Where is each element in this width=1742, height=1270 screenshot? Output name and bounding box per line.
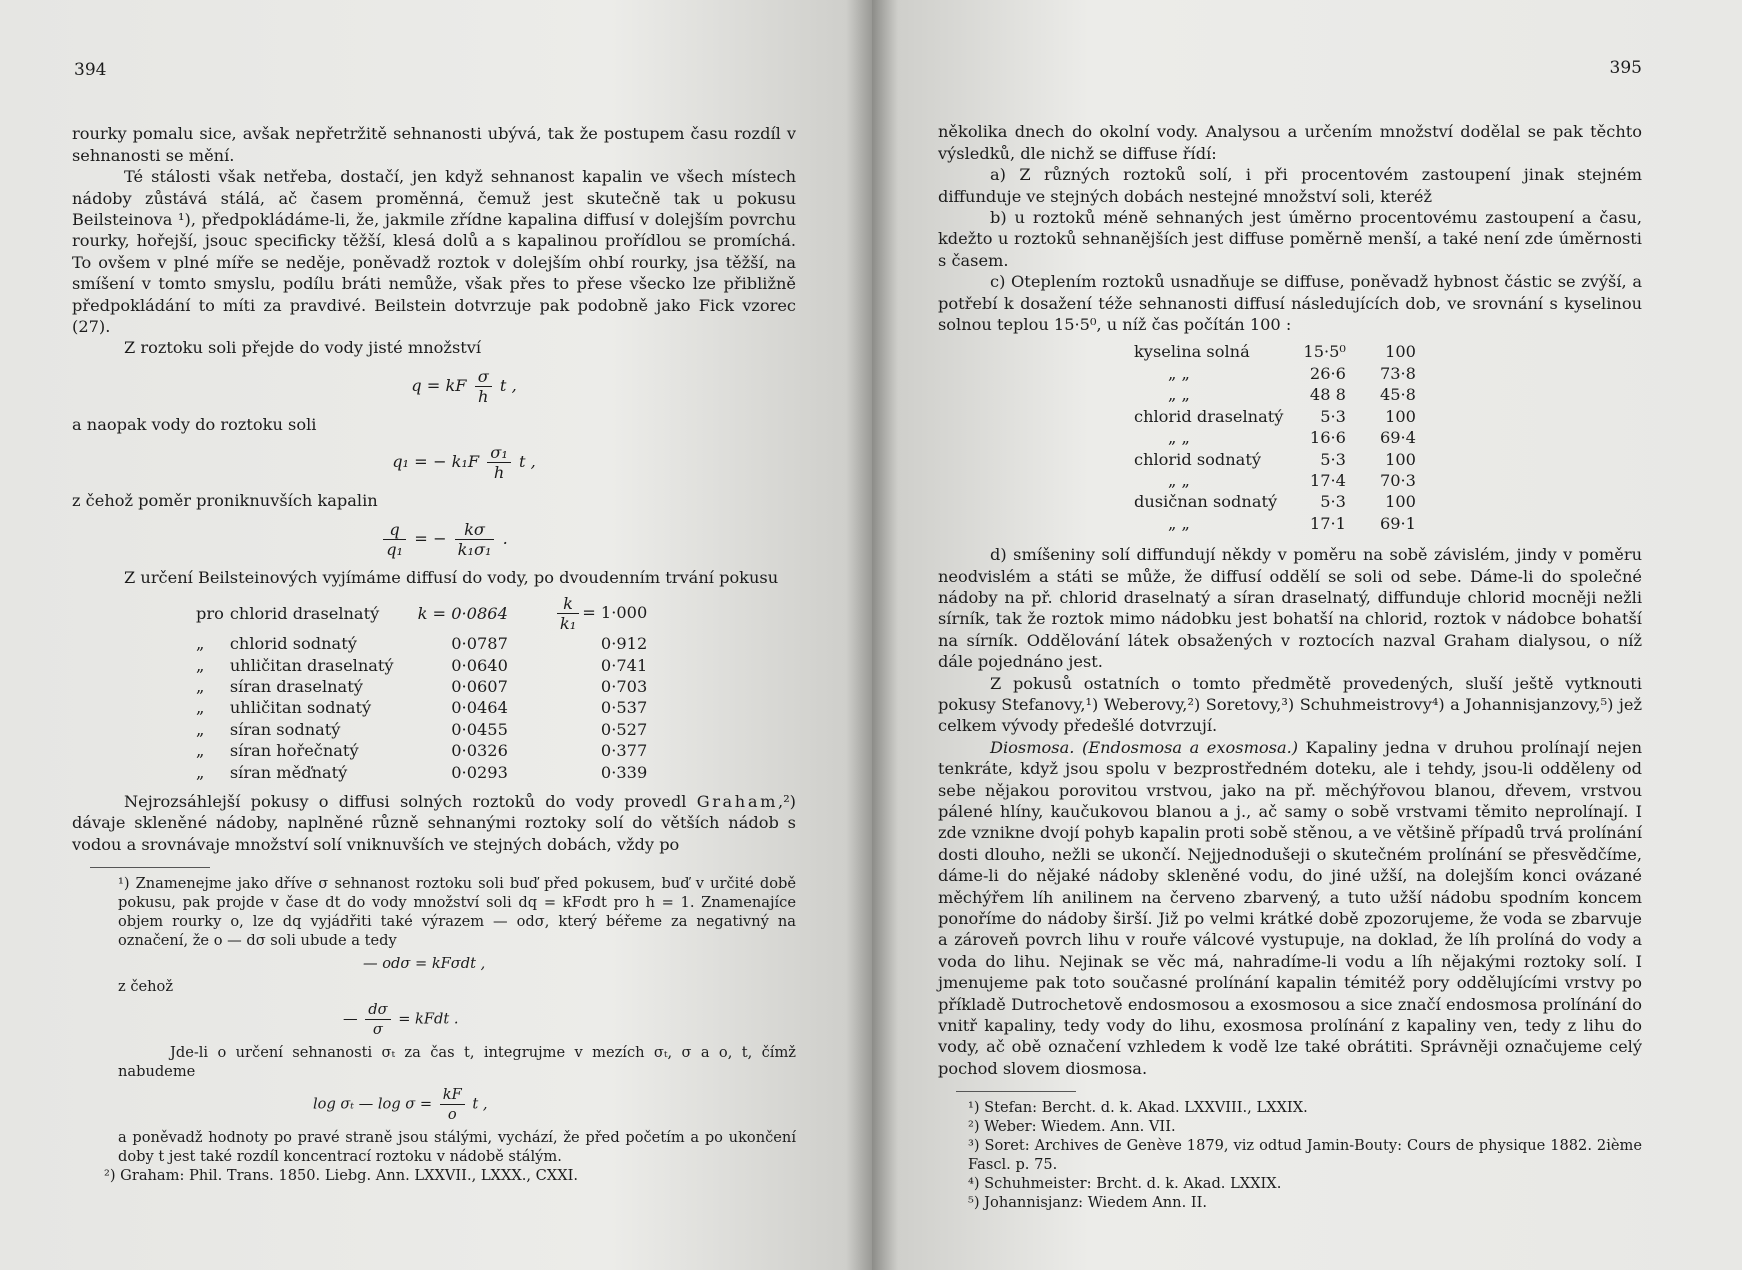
table-cell: 15·5⁰ — [1303, 342, 1346, 362]
table-cell: 48 8 — [1309, 385, 1346, 405]
table-cell: uhličitan sodnatý — [229, 698, 372, 718]
table-row — [1128, 427, 1422, 448]
table-cell: 0·0640 — [451, 655, 508, 675]
table-cell: síran měďnatý — [229, 762, 348, 782]
table-cell: 100 — [1385, 342, 1416, 362]
table-row — [1128, 363, 1422, 384]
table-cell: 0·0326 — [451, 741, 508, 761]
table-cell: 100 — [1385, 406, 1416, 426]
footnote-2: ²) Graham: Phil. Trans. 1850. Liebg. Ann. LXXVII., LXXX., CXXI. — [104, 1167, 578, 1185]
table-row — [190, 655, 653, 676]
table-cell: 73·8 — [1379, 363, 1416, 383]
table-cell: 26·6 — [1309, 363, 1346, 383]
paragraph: Z pokusů ostatních o tomto předmětě provedených, sluší ještě vytknouti pokusy Stefanovy,¹) Weberovy,²) Soretovy,³) Schuhmeistrovy⁴) a Johannisjanzovy,⁵) jež celkem vývody předešlé dotvrzují. — [938, 673, 1642, 736]
footnote: ³) Soret: Archives de Genève 1879, viz odtud Jamin-Bouty: Cours de physique 1882. 2ième Fascl. p. 75. — [968, 1137, 1642, 1174]
table-cell: 17·1 — [1309, 513, 1346, 533]
table-cell: „ — [196, 676, 205, 696]
footnotes-right — [938, 1098, 1642, 1212]
table-cell: chlorid sodnatý — [1134, 449, 1261, 469]
table-cell: „ — [196, 655, 205, 675]
table-cell: „ — [196, 634, 205, 654]
table-cell: 69·1 — [1379, 513, 1416, 533]
table-row — [190, 676, 653, 697]
table-cell: „ — [196, 698, 205, 718]
footnote-1: ¹) Znamenejme jako dříve σ sehnanost roztoku soli buď před pokusem, buď v určité době pokusu, pak projde v čase dt do vody množství soli dq = kFσdt pro h = 1. Znamenajíce objem rourky o, lze dq vyjádřiti také výrazem — odσ, který béřeme za negativný na označení, že o — dσ soli ubude a tedy — [118, 875, 796, 950]
table-cell: 0·0455 — [451, 719, 508, 739]
table-cell: „ — [196, 762, 205, 782]
table-cell: 0·0464 — [451, 698, 508, 718]
table-cell: 69·4 — [1379, 428, 1416, 448]
page-number-left: 394 — [74, 60, 107, 80]
paragraph: d) smíšeniny solí diffundují někdy v poměru na sobě závislém, jindy v poměru neodvislém a státi se může, že diffusí oddělí se soli od sebe. Dáme-li do společné nádoby na př. chlorid draselnatý a síran draselnatý, diffunduje chlorid mocněji nežli sírník, tak že roztok mimo nádobku jest bohatší na chlorid, roztok v nádobce bohatší na sírník. Oddělování látek obsažených v roztocích nazval Graham dialysou, o níž dále pojednáno jest. — [938, 545, 1642, 672]
table-row — [1128, 491, 1422, 512]
table-cell: dusičnan sodnatý — [1134, 492, 1278, 512]
table-row — [1128, 341, 1422, 362]
table-cell: 0·912 — [600, 634, 648, 654]
table-cell: 17·4 — [1309, 470, 1346, 490]
table-cell: 0·377 — [600, 741, 648, 761]
paragraph: rourky pomalu sice, avšak nepřetržitě sehnanosti ubývá, tak že postupem času rozdíl v sehnanosti se mění. — [72, 124, 796, 165]
paragraph: několika dnech do okolní vody. Analysou a určením množství dodělal se pak těchto výsledků, dle nichž se diffuse řídí: — [938, 122, 1642, 163]
table-cell: „ „ — [1168, 385, 1190, 405]
table-cell: 0·741 — [600, 655, 648, 675]
page-number-right: 395 — [1609, 58, 1642, 78]
paragraph: Té stálosti však netřeba, dostačí, jen když sehnanost kapalin ve všech místech nádoby zůstává stálá, ač časem proměnná, čemuž jest skutečně tak u pokusu Beilsteinova ¹), předpokládáme-li, že, jakmile zřídne kapalina diffusí v dolejším povrchu rourky, hořejší, jsouc specificky těžší, klesá dolů a s kapalinou prořídlou se promíchá. To ovšem v plné míře se neděje, poněvadž roztok v dolejším ohbí rourky, jsa těžší, na smíšení v tomto smyslu, podílu bráti nemůže, však přes to přese všecko lze přibližně předpokládání to míti za pravdivé. Beilstein dotvrzuje pak podobně jako Fick vzorec (27). — [72, 167, 796, 337]
table-cell: 0·339 — [600, 762, 648, 782]
table-row — [1128, 384, 1422, 405]
equation-3: $\frac{q}{\text{q₁}}$ = − $\frac{k\sigma}{\text{k₁σ₁}}$ . — [72, 520, 796, 559]
footnote-rule — [90, 867, 210, 868]
table-row — [1128, 406, 1422, 427]
paragraph: z čehož poměr proniknuvších kapalin — [72, 491, 378, 511]
table-cell: „ „ — [1168, 513, 1190, 533]
table-cell: síran draselnatý — [229, 676, 363, 696]
table-row — [190, 762, 653, 783]
footnote-equation: — odσ = kFσdt , — [363, 955, 486, 973]
table-row — [1128, 449, 1422, 470]
table-cell: 0·703 — [600, 676, 648, 696]
table-cell: 5·3 — [1320, 449, 1346, 469]
table-cell: uhličitan draselnatý — [229, 655, 394, 675]
table-cell: 100 — [1385, 492, 1416, 512]
table-cell: 70·3 — [1379, 470, 1416, 490]
table-cell: „ „ — [1168, 428, 1190, 448]
table-row — [190, 633, 653, 654]
table-cell: „ — [196, 719, 205, 739]
table-cell: 0·0607 — [451, 676, 508, 696]
table-cell: 5·3 — [1320, 492, 1346, 512]
footnote: ¹) Stefan: Bercht. d. k. Akad. LXXVIII., LXXIX. — [968, 1099, 1308, 1117]
table-cell: kyselina solná — [1134, 342, 1250, 362]
table-cell: síran hořečnatý — [229, 741, 359, 761]
temperature-table — [1128, 341, 1422, 534]
footnote: ²) Weber: Wiedem. Ann. VII. — [968, 1118, 1176, 1136]
right-page — [872, 0, 1742, 1270]
table-cell: 0·527 — [600, 719, 648, 739]
footnotes-left — [72, 874, 796, 1185]
table-row — [190, 719, 653, 740]
paragraph: b) u roztoků méně sehnaných jest úměrno procentovému zastoupení a času, kdežto u roztoků sehnanějších jest diffuse poměrně menší, a také není zde úměrnosti s časem. — [938, 208, 1642, 270]
table-cell: 0·0293 — [451, 762, 508, 782]
table-row: pro chlorid draselnatý k = 0·0864 $\frac{k}{\text{k₁}}$ = 1·000 — [196, 594, 648, 634]
table-cell: síran sodnatý — [229, 719, 341, 739]
table-cell: „ „ — [1168, 470, 1190, 490]
table-cell: „ „ — [1168, 363, 1190, 383]
table-cell: 0·0787 — [451, 634, 508, 654]
footnote: ⁴) Schuhmeister: Brcht. d. k. Akad. LXXIX. — [968, 1175, 1282, 1193]
footnote: ⁵) Johannisjanz: Wiedem Ann. II. — [968, 1194, 1208, 1212]
table-row — [1128, 470, 1422, 491]
footnote-text: a poněvadž hodnoty po pravé straně jsou stálými, vychází, že před početím a po ukončení doby t jest také rozdíl koncentrací roztoku v nádobě stálým. — [118, 1129, 796, 1166]
table-row — [190, 697, 653, 718]
equation-2: q₁ = − k₁F $\frac{\text{σ₁}}{h}$ t , — [392, 443, 536, 483]
table-cell: 5·3 — [1320, 406, 1346, 426]
footnote-rule — [956, 1091, 1076, 1092]
paragraph: a naopak vody do roztoku soli — [72, 414, 317, 434]
table-cell: 16·6 — [1309, 428, 1346, 448]
footnote-text: z čehož — [118, 978, 174, 996]
paragraph: Nejrozsáhlejší pokusy o diffusi solných roztoků do vody provedl Graham,²) dávaje skleněné nádoby, naplněné různě sehnanými roztoky solí do větších nádob s vodou a srovnávaje množství solí vniknuvších ve stejných dobách, vždy po — [72, 791, 796, 854]
footnote-text: Jde-li o určení sehnanosti σₜ za čas t, integrujme v mezích σₜ, σ a o, t, čímž nabudeme — [118, 1044, 796, 1081]
table-row — [190, 740, 653, 761]
footnote-equation: log σₜ — log σ = $\frac{kF}{o}$ t , — [313, 1086, 488, 1124]
paragraph: Z roztoku soli přejde do vody jisté množství — [124, 338, 482, 358]
table-cell: chlorid sodnatý — [229, 634, 357, 654]
table-cell: 45·8 — [1379, 385, 1416, 405]
equation-1: q = kF $\frac{\sigma}{h}$ t , — [411, 366, 517, 406]
table-cell: chlorid draselnatý — [1134, 406, 1284, 426]
table-row — [1128, 513, 1422, 534]
paragraph: c) Oteplením roztoků usnadňuje se diffuse, poněvadž hybnost částic se zvýší, a potřebí k dosažení téže sehnanosti diffusí následujících dob, ve srovnání s kyselinou solnou teplou 15·5⁰, u níž čas počítán 100 : — [938, 272, 1642, 335]
table-cell: 100 — [1385, 449, 1416, 469]
table-cell: 0·537 — [600, 698, 648, 718]
paragraph: a) Z různých roztoků solí, i při procentovém zastoupení jinak stejném diffunduje ve stejných dobách nestejné množství soli, kteréž — [938, 165, 1642, 206]
paragraph: Z určení Beilsteinových vyjímáme diffusí do vody, po dvoudenním trvání pokusu — [124, 567, 779, 587]
diffusion-table — [190, 594, 653, 783]
paragraph: Diosmosa. (Endosmosa a exosmosa.) Kapaliny jedna v druhou prolínají nejen tenkráte, když jsou spolu v bezprostředném doteku, ale i tehdy, jsou-li odděleny od sebe nějakou porovitou vrstvou, jako na př. měchýřovou blanou, dřevem, vrstvou pálené hlíny, kaučukovou blanou a j., ač samy o sobě vrstvami těmito neprolínají. I zde vznikne dvojí pohyb kapalin proti sobě stěnou, a ve většině případů trvá prolínání dosti dlouho, nežli se ukončí. Nejjednodušeji o skutečném prolínání se přesvědčíme, dáme-li do nějaké nádoby skleněné vodu, do jiné užší, na dolejším konci ovázané měchýřem líh anilinem na červeno zbarvený, a tuto užší nádobu spodním koncem ponoříme do nádoby širší. Již po velmi krátké době zpozorujeme, že voda se zbarvuje a zároveň povrch lihu v rouře válcové vystupuje, na doklad, že líh prolíná do vody a voda do lihu. Nejinak se věc má, nahradíme-li vodu a líh nějakými roztoky solí. I jmenujeme pak toto současné prolínání kapalin témitéž pory oddělujícími vrstvy po příkladě Dutrochetově endosmosou a exosmosou a sice značí endosmosa prolínání do vnitř kapaliny, tedy vody do lihu, exosmosa prolínání z kapaliny ven, tedy z lihu do vody, ač obě označení vzhledem k vodě lze také obrátiti. Správněji označujeme celý pochod slovem diosmosa. — [938, 737, 1642, 1078]
footnote-equation: — $\frac{d\sigma}{\sigma}$ = kFdt . — [343, 1001, 459, 1039]
table-cell: „ — [196, 741, 205, 761]
